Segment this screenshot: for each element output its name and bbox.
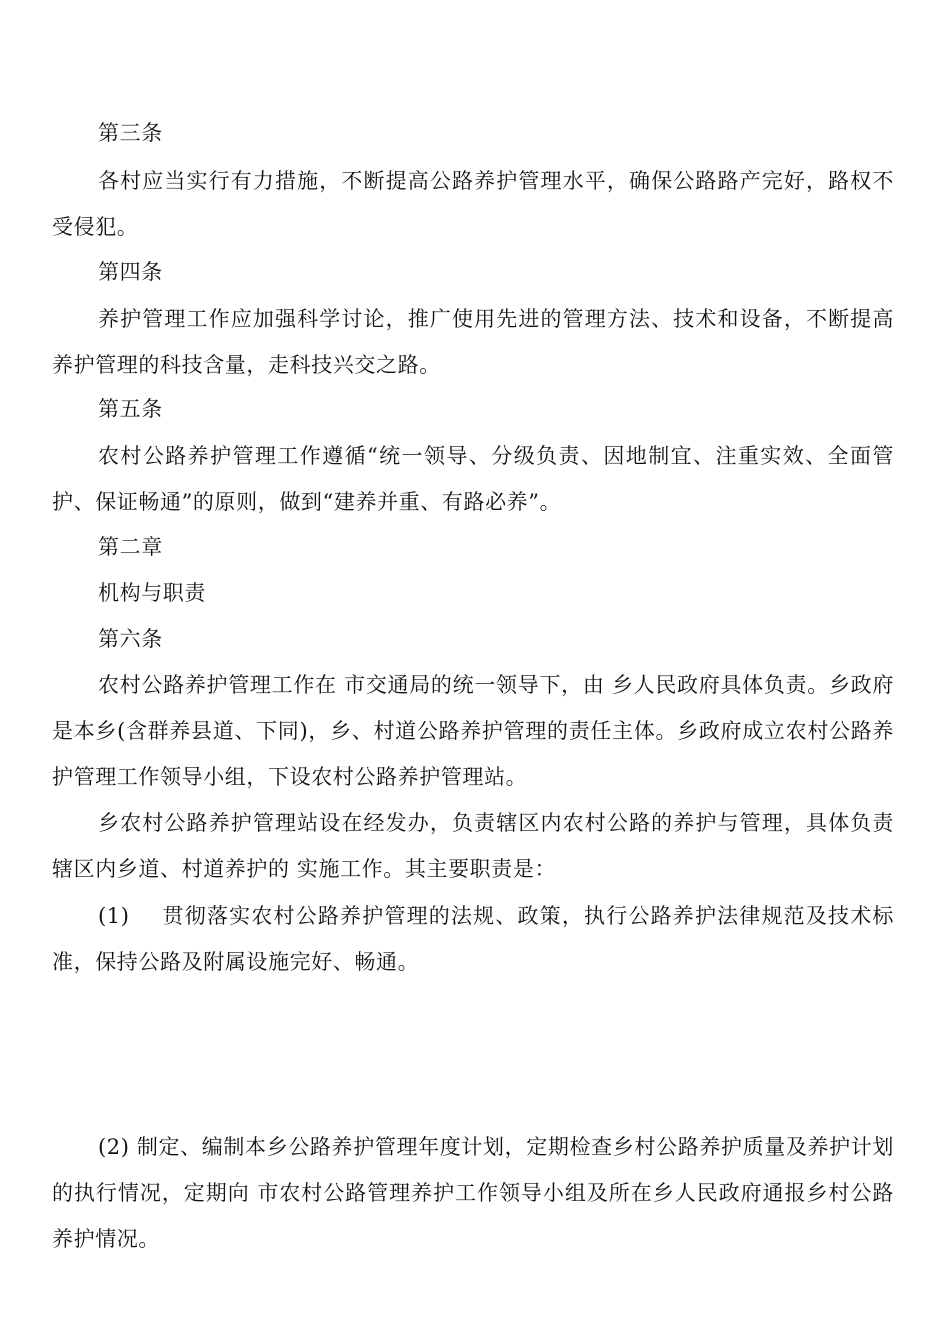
duty-item-1-number: (1) [98,904,130,928]
duty-item-2: (2) 制定、编制本乡公路养护管理年度计划，定期检查乡村公路养护质量及养护计划的执行情况，定期向 市农村公路管理养护工作领导小组及所在乡人民政府通报乡村公路养护情况。 [52,1135,894,1251]
chapter-2-title: 机构与职责 [98,581,206,605]
article-6-paragraph-2: 乡农村公路养护管理站设在经发办，负责辖区内农村公路的养护与管理，具体负责辖区内乡道、村道养护的 实施工作。其主要职责是： [52,811,894,881]
article-3-heading: 第三条 [98,121,163,145]
duty-item-1-text: 贯彻落实农村公路养护管理的法规、政策，执行公路养护法律规范及技术标准，保持公路及附属设施完好、畅通。 [52,904,894,974]
duty-item-1 [52,893,894,985]
article-3-text: 各村应当实行有力措施，不断提高公路养护管理水平，确保公路路产完好，路权不受侵犯。 [52,169,894,239]
article-6-heading: 第六条 [98,627,163,651]
chapter-2-heading: 第二章 [98,535,163,559]
article-5-text: 农村公路养护管理工作遵循“统一领导、分级负责、因地制宜、注重实效、全面管护、保证畅通”的原则，做到“建养并重、有路必养”。 [52,444,894,514]
article-4-heading: 第四条 [98,260,163,284]
article-5-heading: 第五条 [98,397,163,421]
article-4-text: 养护管理工作应加强科学讨论，推广使用先进的管理方法、技术和设备，不断提高养护管理的科技含量，走科技兴交之路。 [52,307,894,377]
article-6-paragraph-1: 农村公路养护管理工作在 市交通局的统一领导下，由 乡人民政府具体负责。乡政府是本乡(含群养县道、下同)，乡、村道公路养护管理的责任主体。乡政府成立农村公路养护管理工作领导小组，下设农村公路养护管理站。 [52,673,894,789]
